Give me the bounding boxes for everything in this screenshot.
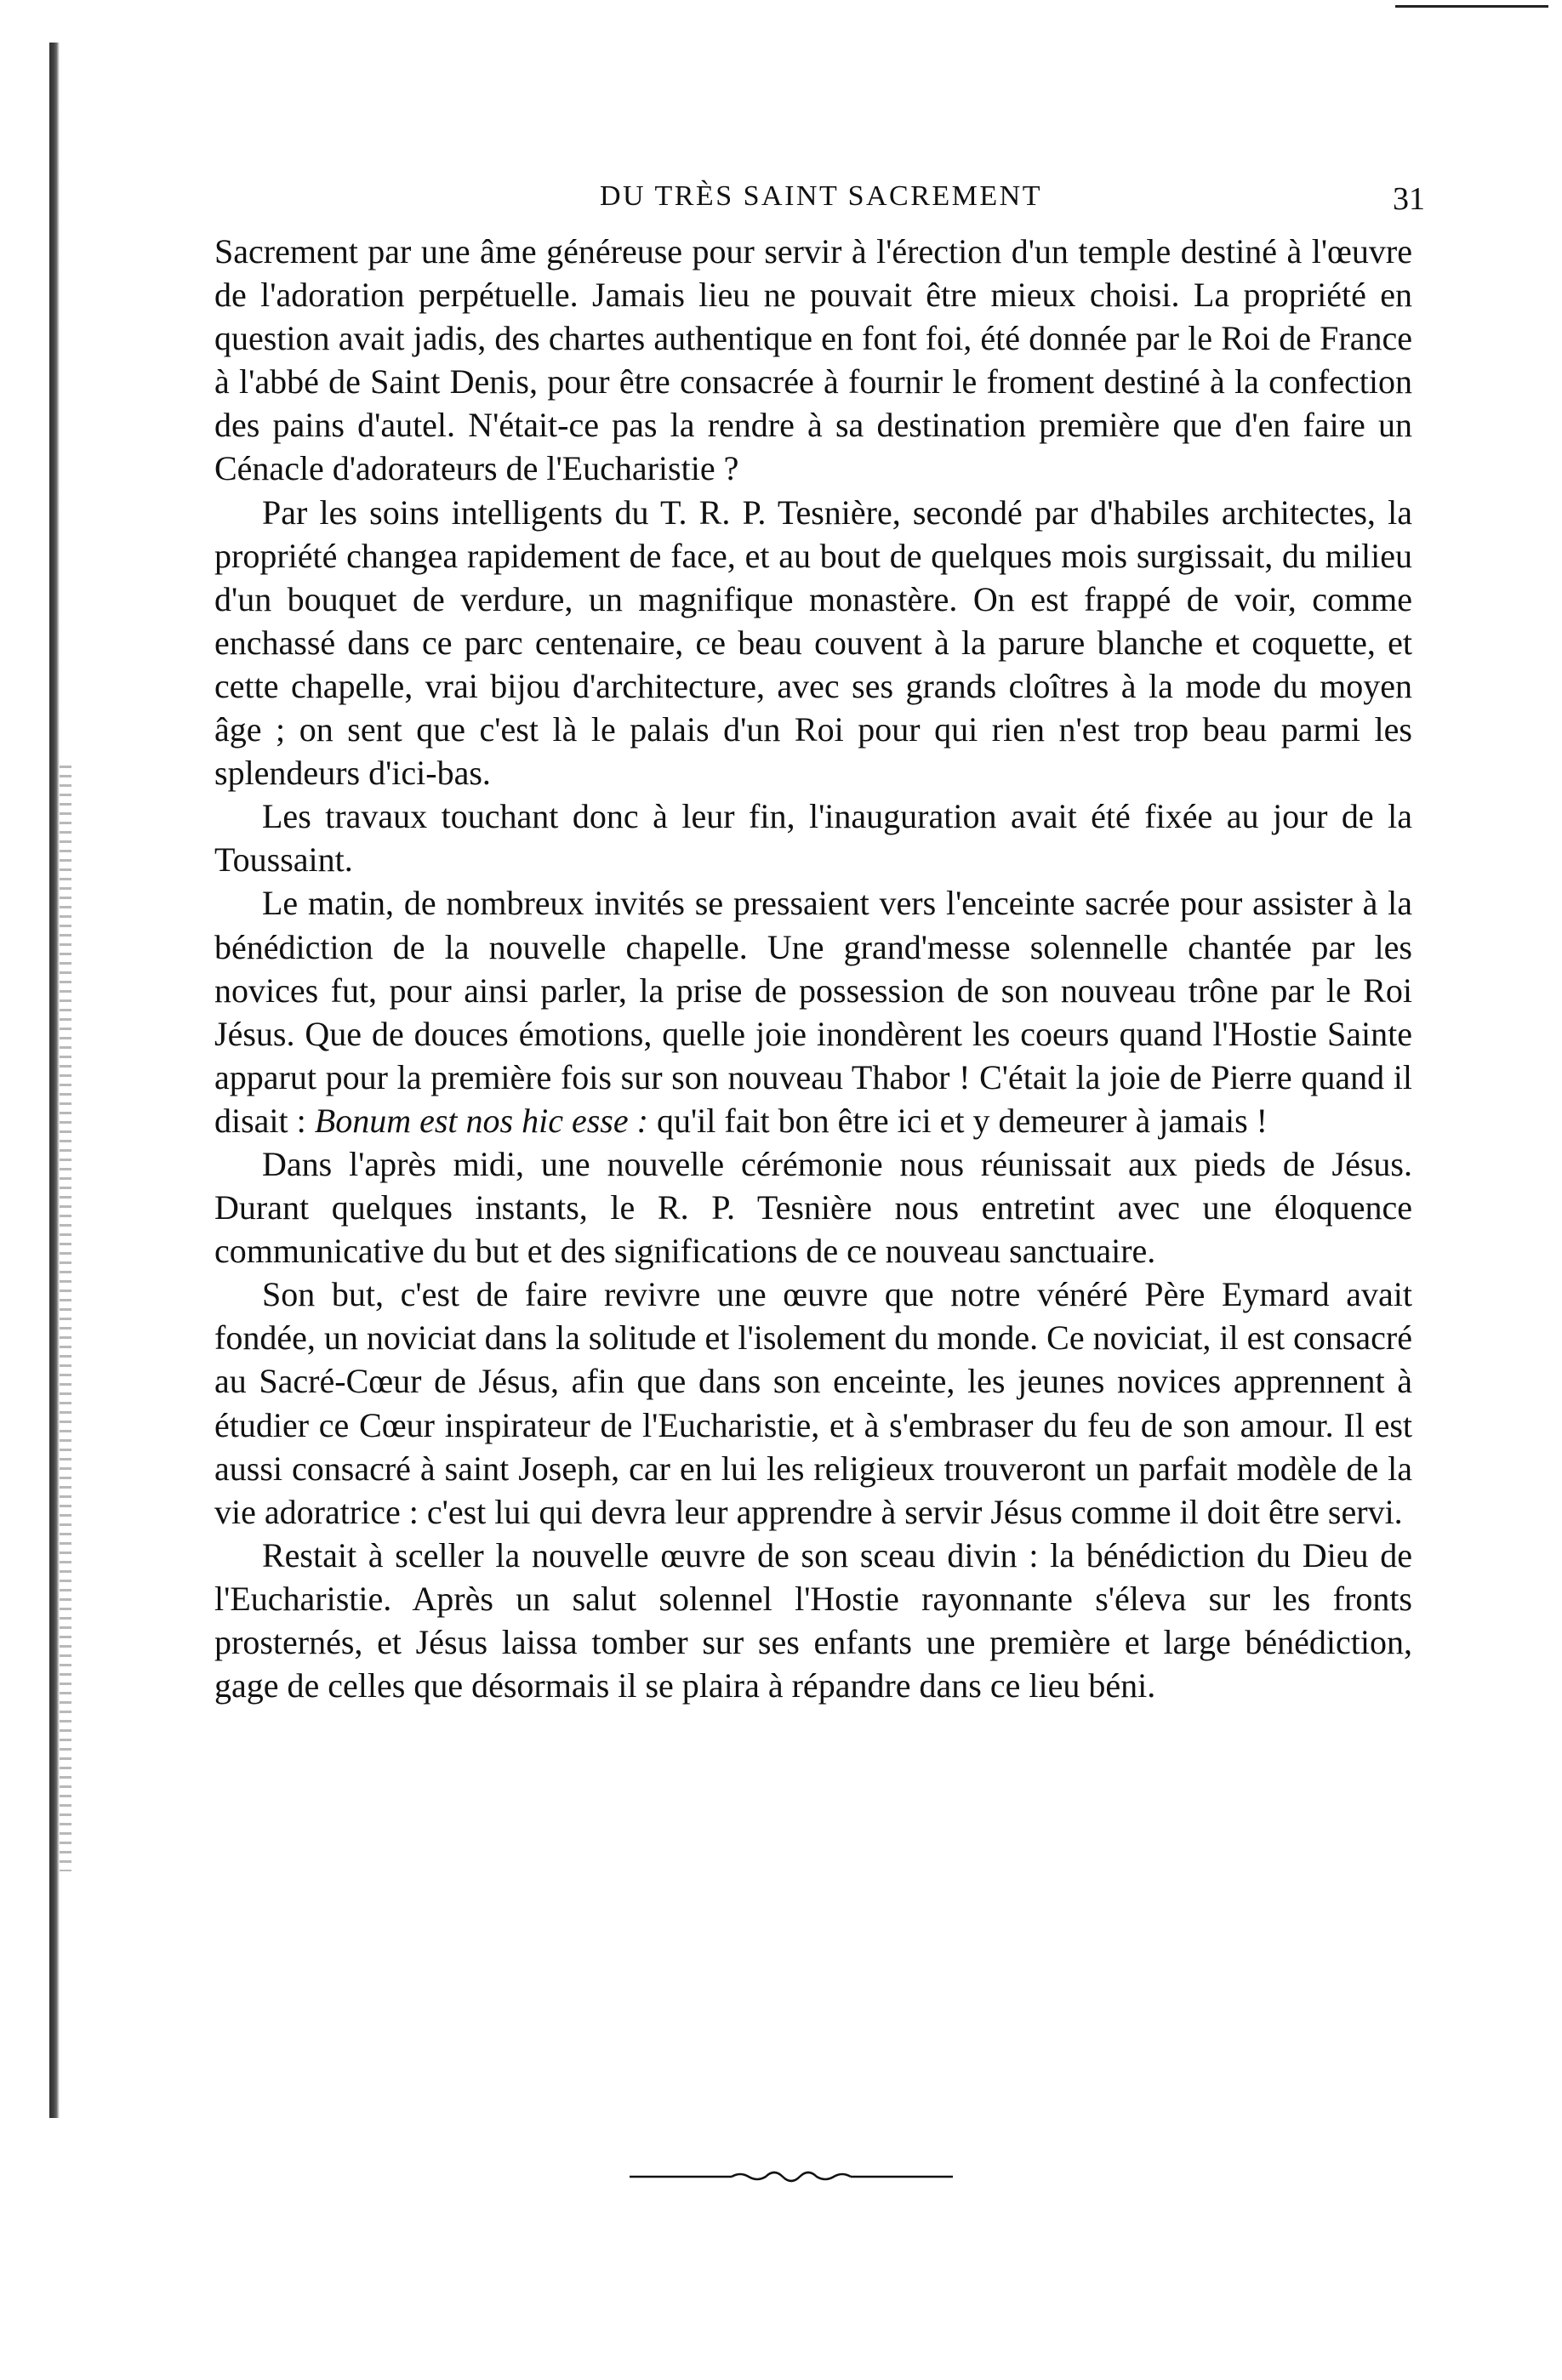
paragraph-4: [214, 881, 1412, 1142]
scan-edge-rule: [1395, 5, 1548, 8]
body-text: [214, 230, 1412, 1707]
paragraph-5: Dans l'après midi, une nouvelle cérémonie nous réunissait aux pieds de Jésus. Durant quelques instants, le R. P. Tesnière nous entretint avec une éloquence communicative du but et des significations de ce nouveau sanctuaire.: [214, 1144, 1412, 1271]
binding-edge: [49, 43, 60, 2118]
paragraph-6: Son but, c'est de faire revivre une œuvre que notre vénéré Père Eymard avait fondée, un noviciat dans la solitude et l'isolement du monde. Ce noviciat, il est consacré au Sacré-Cœur de Jésus, afin que dans son enceinte, les jeunes novices apprennent à étudier ce Cœur inspirateur de l'Eucharistie, et à s'embraser du feu de son amour. Il est aussi consacré à saint Joseph, car en lui les religieux trouveront un parfait modèle de la vie adoratrice : c'est lui qui devra leur apprendre à servir Jésus comme il doit être servi.: [214, 1275, 1412, 1531]
paragraph-2: Par les soins intelligents du T. R. P. Tesnière, secondé par d'habiles architectes, la propriété changea rapidement de face, et au bout de quelques mois surgissait, du milieu d'un bouquet de verdure, un magnifique monastère. On est frappé de voir, comme enchassé dans ce parc centenaire, ce beau couvent à la parure blanche et coquette, et cette chapelle, vrai bijou d'architecture, avec ses grands cloîtres à la mode du moyen âge ; on sent que c'est là le palais d'un Roi pour qui rien n'est trop beau parmi les splendeurs d'ici-bas.: [214, 493, 1412, 793]
paragraph-7: Restait à sceller la nouvelle œuvre de son sceau divin : la bénédiction du Dieu de l'Eucharistie. Après un salut solennel l'Hostie rayonnante s'éleva sur les fronts prosternés, et Jésus laissa tomber sur ses enfants une première et large bénédiction, gage de celles que désormais il se plaira à répandre dans ce lieu béni.: [214, 1535, 1412, 1705]
paragraph-1: Sacrement par une âme généreuse pour servir à l'érection d'un temple destiné à l'œuvre de l'adoration perpétuelle. Jamais lieu ne pouvait être mieux choisi. La propriété en question avait jadis, des chartes authentique en font foi, été donnée par le Roi de France à l'abbé de Saint Denis, pour être consacrée à fournir le froment destiné à la confection des pains d'autel. N'était-ce pas la rendre à sa destination première que d'en faire un Cénacle d'adorateurs de l'Eucharistie ?: [214, 232, 1412, 488]
binding-speckle: [60, 766, 71, 1871]
paragraph-4-text-a: Le matin, de nombreux invités se pressaient vers l'enceinte sacrée pour assister à la bénédiction de la nouvelle chapelle. Une grand'messe solennelle chantée par les novices fut, pour ainsi parler, la prise de possession de son nouveau trône par le Roi Jésus. Que de douces émotions, quelle joie inondèrent les coeurs quand l'Hostie Sainte apparut pour la première fois sur son nouveau Thabor ! C'était la joie de Pierre quand il disait :: [214, 884, 1412, 1140]
paragraph-3: Les travaux touchant donc à leur fin, l'inauguration avait été fixée au jour de la Toussaint.: [214, 797, 1412, 880]
running-head: DU TRÈS SAINT SACREMENT: [599, 180, 1043, 212]
page-header: [217, 180, 1425, 223]
latin-quotation: Bonum est nos hic esse :: [314, 1101, 648, 1140]
tailpiece-ornament-icon: [630, 2165, 953, 2185]
paragraph-4-text-b: qu'il fait bon être ici et y demeurer à jamais !: [656, 1101, 1268, 1140]
page-number: 31: [1393, 181, 1425, 217]
